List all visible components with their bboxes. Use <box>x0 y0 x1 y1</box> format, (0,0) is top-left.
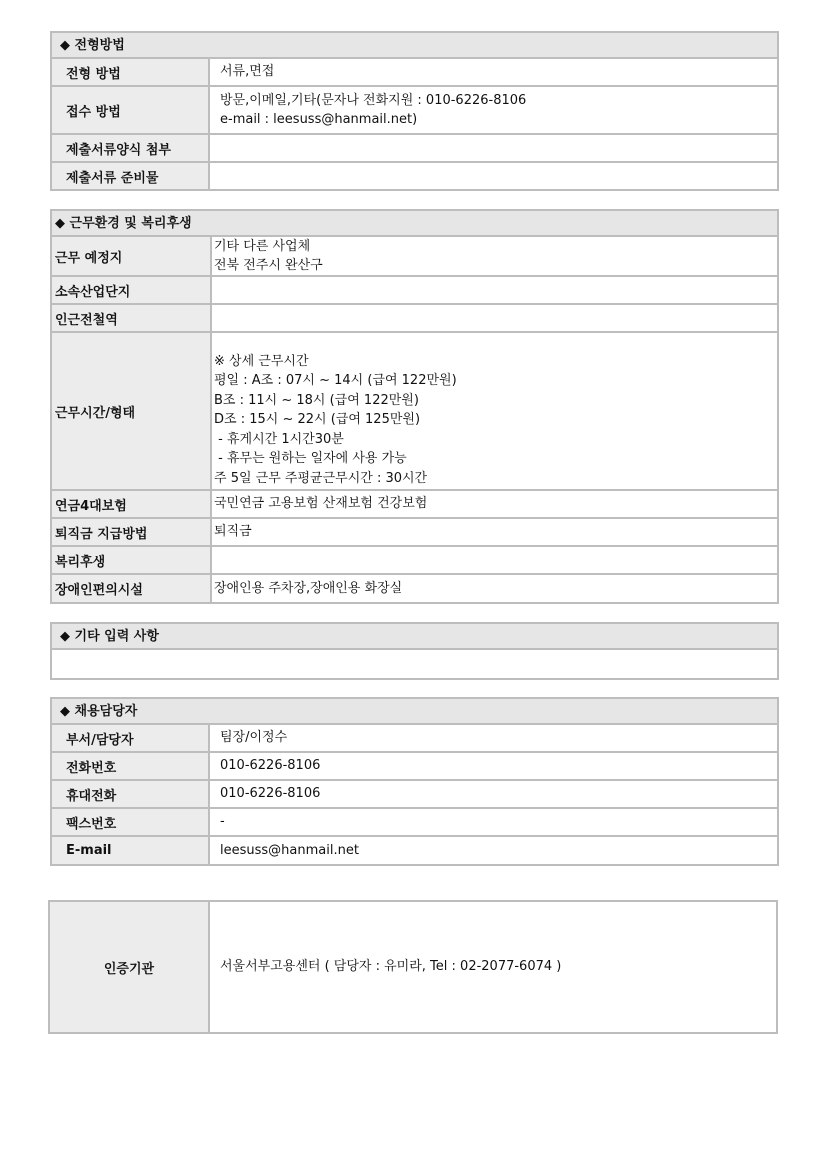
table-row <box>52 333 777 491</box>
row-label: 부서/담당자 <box>52 725 210 751</box>
section-work-environment <box>50 209 779 604</box>
row-label: 복리후생 <box>52 547 212 573</box>
row-value <box>212 547 777 573</box>
row-value: 서류,면접 <box>220 64 275 80</box>
table-row <box>52 135 777 163</box>
row-label: 인근전철역 <box>52 305 212 331</box>
table-row <box>52 519 777 547</box>
table-row <box>52 781 777 809</box>
section-title: ◆ 기타 입력 사항 <box>52 624 777 650</box>
certification-label: 인증기관 <box>50 902 210 1032</box>
row-value <box>212 305 777 331</box>
section-title: ◆ 전형방법 <box>52 33 777 59</box>
row-value <box>210 163 777 189</box>
table-row <box>52 237 777 277</box>
section-screening-method <box>50 31 779 191</box>
section-title: ◆ 채용담당자 <box>52 699 777 725</box>
row-value <box>210 837 777 864</box>
row-label: 전형 방법 <box>52 59 210 85</box>
table-row <box>52 277 777 305</box>
row-label: 제출서류 준비물 <box>52 163 210 189</box>
row-label: 접수 방법 <box>52 87 210 133</box>
row-value: 010-6226-8106 <box>220 758 321 774</box>
row-label: 전화번호 <box>52 753 210 779</box>
row-label: 팩스번호 <box>52 809 210 835</box>
row-label: 근무 예정지 <box>52 237 212 275</box>
section-other-info <box>50 622 779 680</box>
table-row <box>52 59 777 87</box>
table-row <box>52 547 777 575</box>
section-recruiter <box>50 697 779 866</box>
row-label: 제출서류양식 첨부 <box>52 135 210 161</box>
row-value: 퇴직금 <box>214 524 252 540</box>
row-label: 휴대전화 <box>52 781 210 807</box>
other-info-content <box>52 650 777 678</box>
table-row <box>52 837 777 864</box>
table-row <box>52 753 777 781</box>
row-label: 소속산업단지 <box>52 277 212 303</box>
table-row <box>52 809 777 837</box>
row-value: 팀장/이정수 <box>220 730 288 746</box>
table-row <box>52 575 777 602</box>
certification-value: 서울서부고용센터 ( 담당자 : 유미라, Tel : 02-2077-6074 ) <box>220 959 562 975</box>
row-label: E-mail <box>52 837 210 864</box>
table-row <box>52 491 777 519</box>
row-value: 010-6226-8106 <box>220 786 321 802</box>
row-value: 기타 다른 사업체 전북 전주시 완산구 <box>214 238 323 273</box>
row-value: 방문,이메일,기타(문자나 전화지원 : 010-6226-8106 e-mail : leesuss@hanmail.net) <box>220 92 527 127</box>
table-row <box>52 725 777 753</box>
row-value: - <box>220 814 225 830</box>
row-value: ※ 상세 근무시간 평일 : A조 : 07시 ~ 14시 (급여 122만원) B조 : 11시 ~ 18시 (급여 122만원) D조 : 15시 ~ 22시 (급여 125만원) - 휴게시간 1시간30분 - 휴무는 원하는 일자에 사용 가능 주 5일 근무 주평균근무시간 : 30시간 <box>214 353 457 486</box>
row-value: 국민연금 고용보험 산재보험 건강보험 <box>214 496 428 512</box>
row-label: 퇴직금 지급방법 <box>52 519 212 545</box>
row-value <box>212 277 777 303</box>
table-row <box>52 163 777 189</box>
row-label: 장애인편의시설 <box>52 575 212 602</box>
row-label: 근무시간/형태 <box>52 333 212 489</box>
row-label: 연금4대보험 <box>52 491 212 517</box>
recruiter-email[interactable]: leesuss@hanmail.net <box>220 842 359 858</box>
table-row <box>52 87 777 135</box>
row-value <box>210 135 777 161</box>
section-title: ◆ 근무환경 및 복리후생 <box>52 211 777 237</box>
table-row <box>52 305 777 333</box>
row-value: 장애인용 주차장,장애인용 화장실 <box>214 580 403 596</box>
certification-box <box>48 900 778 1034</box>
